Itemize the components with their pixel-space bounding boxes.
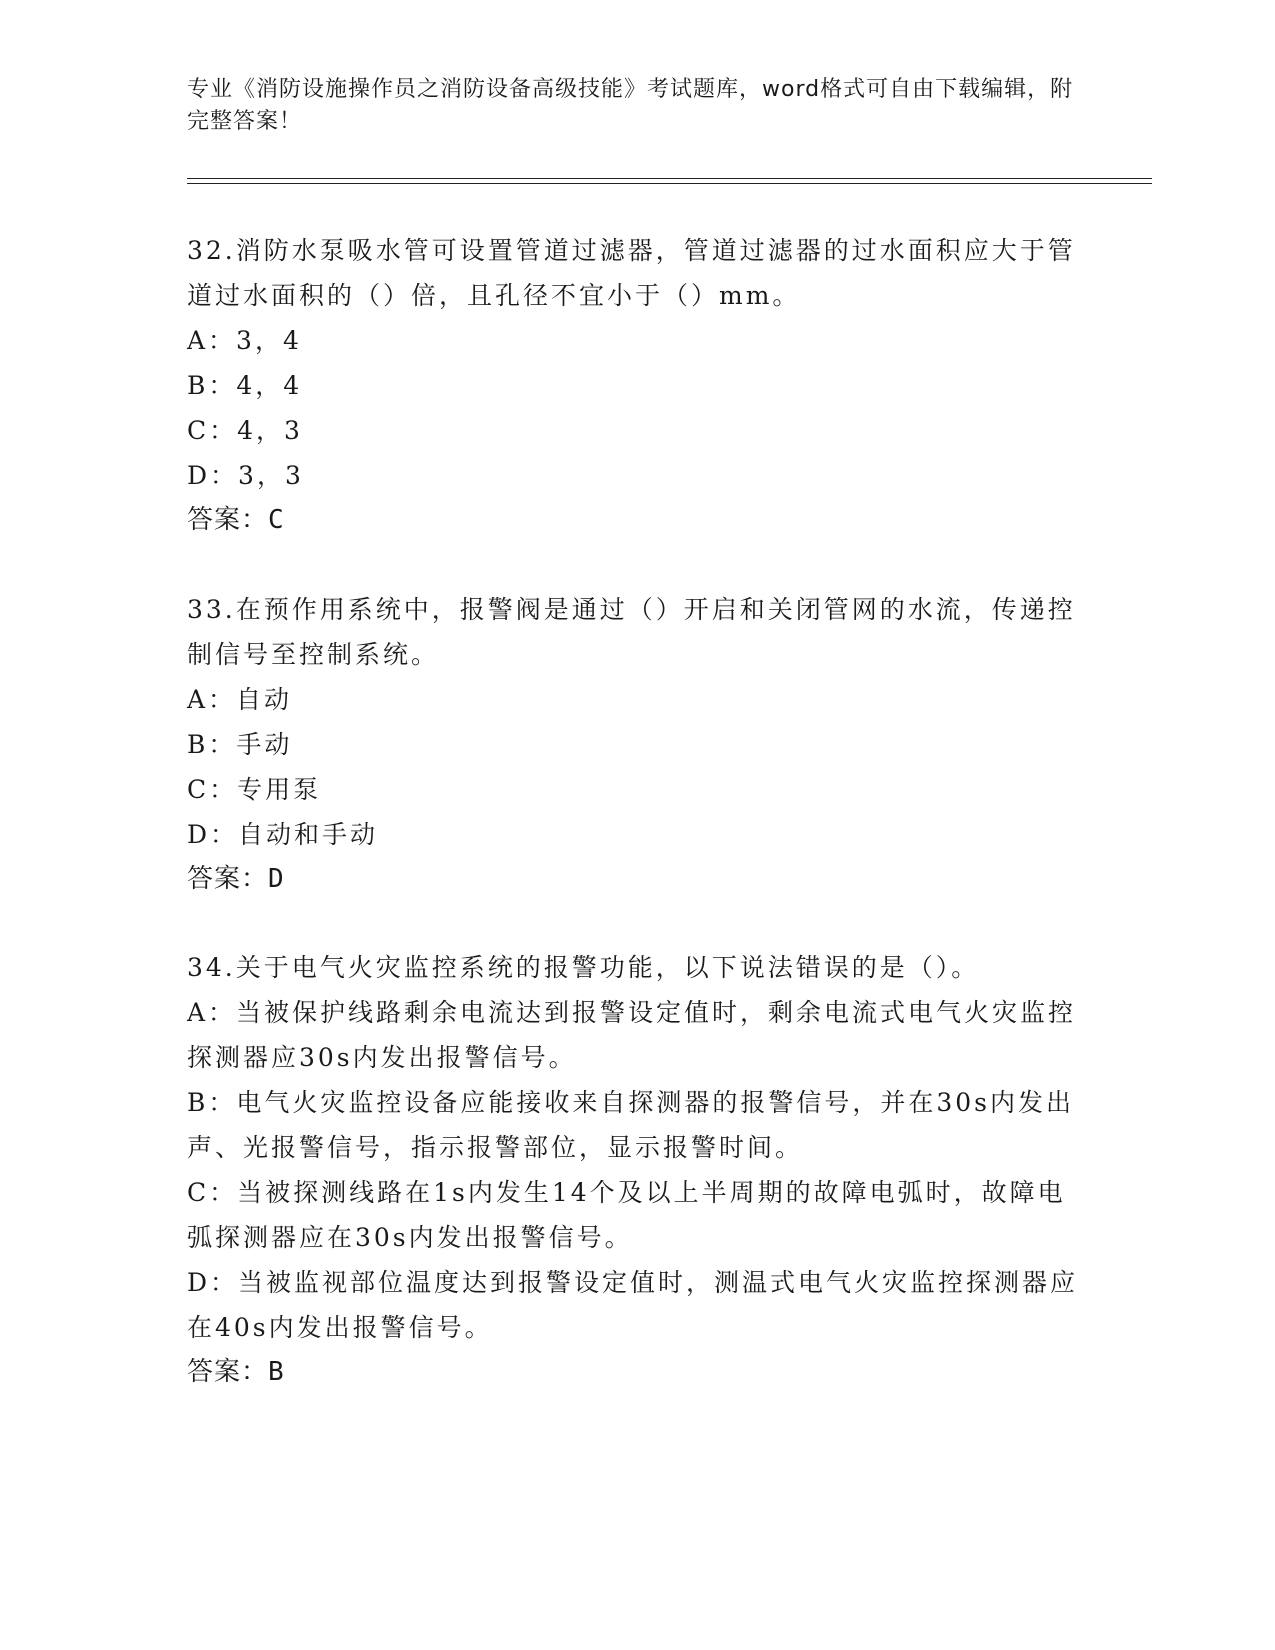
document-header: 专业《消防设施操作员之消防设备高级技能》考试题库，word格式可自由下载编辑，附完整答案！	[187, 77, 1074, 134]
question-stem: 32.消防水泵吸水管可设置管道过滤器，管道过滤器的过水面积应大于管道过水面积的（）倍，且孔径不宜小于（）mm。	[187, 236, 1076, 310]
answer-line	[187, 857, 1087, 902]
option-c: C：专用泵	[187, 775, 322, 804]
option-d: D：3，3	[187, 461, 304, 490]
answer-key: B	[268, 1357, 285, 1387]
answer-label: 答案：	[187, 505, 269, 535]
answer-label: 答案：	[187, 864, 269, 894]
answer-label: 答案：	[187, 1357, 269, 1387]
question-33	[187, 587, 1087, 902]
answer-key: D	[268, 864, 285, 894]
option-a: A：3，4	[187, 326, 302, 355]
option-c: C：4，3	[187, 416, 303, 445]
answer-line	[187, 498, 1087, 543]
header-rule-top	[187, 178, 1152, 179]
option-b: B：手动	[187, 730, 293, 759]
option-a: A：当被保护线路剩余电流达到报警设定值时，剩余电流式电气火灾监控探测器应30s内发出报警信号。	[187, 998, 1077, 1072]
question-stem: 33.在预作用系统中，报警阀是通过（）开启和关闭管网的水流，传递控制信号至控制系统。	[187, 595, 1076, 669]
option-b: B：4，4	[187, 371, 303, 400]
option-d: D：自动和手动	[187, 820, 379, 849]
option-a: A：自动	[187, 685, 293, 714]
question-stem: 34.关于电气火灾监控系统的报警功能，以下说法错误的是（）。	[187, 953, 980, 982]
option-b: B：电气火灾监控设备应能接收来自探测器的报警信号，并在30s内发出声、光报警信号，指示报警部位，显示报警时间。	[187, 1088, 1075, 1162]
answer-key: C	[268, 505, 285, 535]
question-32	[187, 228, 1087, 543]
option-c: C：当被探测线路在1s内发生14个及以上半周期的故障电弧时，故障电弧探测器应在30s内发出报警信号。	[187, 1178, 1066, 1252]
question-34	[187, 945, 1087, 1395]
answer-line	[187, 1350, 1087, 1395]
header-rule-bottom	[187, 183, 1152, 184]
option-d: D：当被监视部位温度达到报警设定值时，测温式电气火灾监控探测器应在40s内发出报警信号。	[187, 1268, 1079, 1342]
